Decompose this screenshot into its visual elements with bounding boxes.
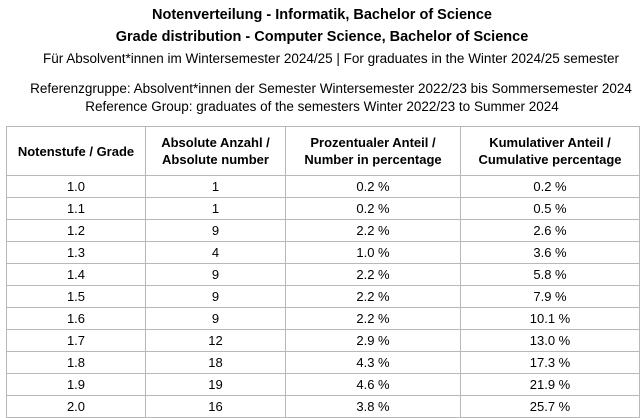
table-row [7,286,640,308]
percentage-cell: 1.0 % [286,242,461,264]
absolute-number-cell: 1 [146,176,286,198]
absolute-number-cell: 4 [146,242,286,264]
percentage-cell: 2.2 % [286,308,461,330]
cumulative-percentage-cell: 25.7 % [461,396,640,418]
table-row [7,308,640,330]
cumulative-percentage-cell: 0.5 % [461,198,640,220]
column-header-grade [7,127,146,176]
grade-cell: 1.9 [7,374,146,396]
grade-cell: 1.5 [7,286,146,308]
column-header-label-en: Number in percentage [304,152,442,167]
cumulative-percentage-cell: 3.6 % [461,242,640,264]
table-header-row [7,127,640,176]
absolute-number-cell: 9 [146,220,286,242]
grade-cell: 1.0 [7,176,146,198]
cumulative-percentage-cell: 2.6 % [461,220,640,242]
cumulative-percentage-cell: 7.9 % [461,286,640,308]
column-header-label-de: Kumulativer Anteil / [489,135,611,150]
table-row [7,176,640,198]
reference-group-german: Referenzgruppe: Absolvent*innen der Semester Wintersemester 2022/23 bis Sommersemester 2024 [30,81,632,96]
table-row [7,330,640,352]
table-row [7,396,640,418]
table-body [7,176,640,418]
table-row [7,352,640,374]
column-header-label-de: Prozentualer Anteil / [310,135,436,150]
percentage-cell: 2.2 % [286,220,461,242]
table-row [7,198,640,220]
grade-distribution-table [6,126,640,418]
percentage-cell: 3.8 % [286,396,461,418]
percentage-cell: 2.2 % [286,286,461,308]
reference-group-english: Reference Group: graduates of the semesters Winter 2022/23 to Summer 2024 [85,99,559,114]
absolute-number-cell: 1 [146,198,286,220]
grade-cell: 1.8 [7,352,146,374]
grade-cell: 1.3 [7,242,146,264]
percentage-cell: 2.9 % [286,330,461,352]
grade-cell: 2.0 [7,396,146,418]
grade-cell: 1.7 [7,330,146,352]
table-row [7,242,640,264]
grade-cell: 1.6 [7,308,146,330]
column-header-cumulative [461,127,640,176]
cumulative-percentage-cell: 0.2 % [461,176,640,198]
absolute-number-cell: 12 [146,330,286,352]
cumulative-percentage-cell: 21.9 % [461,374,640,396]
column-header-percentage [286,127,461,176]
cumulative-percentage-cell: 17.3 % [461,352,640,374]
column-header-absolute-number [146,127,286,176]
absolute-number-cell: 9 [146,286,286,308]
column-header-label-en: Absolute number [162,152,269,167]
absolute-number-cell: 9 [146,308,286,330]
absolute-number-cell: 19 [146,374,286,396]
absolute-number-cell: 18 [146,352,286,374]
percentage-cell: 4.6 % [286,374,461,396]
grade-cell: 1.1 [7,198,146,220]
cumulative-percentage-cell: 5.8 % [461,264,640,286]
grade-cell: 1.4 [7,264,146,286]
cumulative-percentage-cell: 10.1 % [461,308,640,330]
percentage-cell: 0.2 % [286,176,461,198]
absolute-number-cell: 9 [146,264,286,286]
column-header-label-de: Absolute Anzahl / [161,135,270,150]
column-header-grade-label: Notenstufe / Grade [17,143,135,159]
table-row [7,264,640,286]
percentage-cell: 0.2 % [286,198,461,220]
title-english: Grade distribution - Computer Science, Bachelor of Science [115,29,529,45]
grade-cell: 1.2 [7,220,146,242]
percentage-cell: 2.2 % [286,264,461,286]
column-header-label-en: Cumulative percentage [478,152,622,167]
absolute-number-cell: 16 [146,396,286,418]
cumulative-percentage-cell: 13.0 % [461,330,640,352]
graduates-semester-line: Für Absolvent*innen im Wintersemester 2024/25 | For graduates in the Winter 2024/25 semester [42,51,620,66]
percentage-cell: 4.3 % [286,352,461,374]
table-row [7,374,640,396]
title-german: Notenverteilung - Informatik, Bachelor of Science [151,7,492,23]
table-row [7,220,640,242]
